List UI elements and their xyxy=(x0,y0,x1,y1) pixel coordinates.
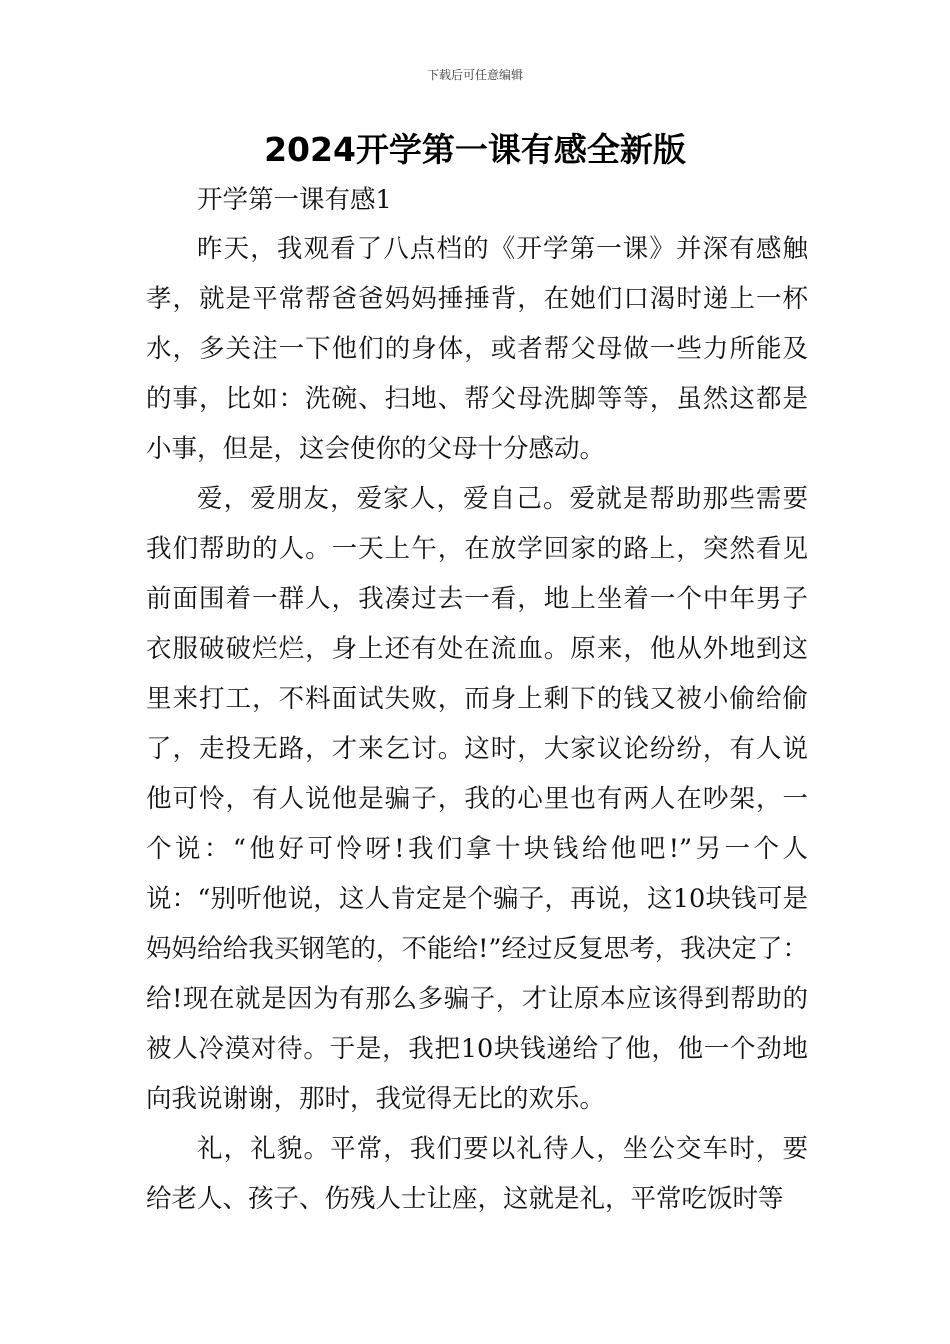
paragraph-2: 爱，爱朋友，爱家人，爱自己。爱就是帮助那些需要我们帮助的人。一天上午，在放学回家的路上，突然看见前面围着一群人，我凑过去一看，地上坐着一个中年男子衣服破破烂烂，身上还有处在流血。原来，他从外地到这里来打工，不料面试失败，而身上剩下的钱又被小偷给偷了，走投无路，才来乞讨。这时，大家议论纷纷，有人说他可怜，有人说他是骗子，我的心里也有两人在吵架，一个说：“他好可怜呀!我们拿十块钱给他吧!”另一个人说：“别听他说，这人肯定是个骗子，再说，这10块钱可是妈妈给给我买钢笔的，不能给!”经过反复思考，我决定了：给!现在就是因为有那么多骗子，才让原本应该得到帮助的被人冷漠对待。于是，我把10块钱递给了他，他一个劲地向我说谢谢，那时，我觉得无比的欢乐。 xyxy=(146,484,808,1114)
document-body xyxy=(146,177,808,1224)
paragraph-3: 礼，礼貌。平常，我们要以礼待人，坐公交车时，要给老人、孩子、伤残人士让座，这就是礼，平常吃饭时等 xyxy=(146,1134,808,1214)
download-note: 下载后可任意编辑 xyxy=(426,68,523,82)
paragraph-1: 昨天，我观看了八点档的《开学第一课》并深有感触孝，就是平常帮爸爸妈妈捶捶背，在她们口渴时递上一杯水，多关注一下他们的身体，或者帮父母做一些力所能及的事，比如：洗碗、扫地、帮父母洗脚等等，虽然这都是小事，但是，这会使你的父母十分感动。 xyxy=(146,234,808,464)
section-heading: 开学第一课有感1 xyxy=(197,185,392,215)
document-title: 2024开学第一课有感全新版 xyxy=(264,130,686,169)
